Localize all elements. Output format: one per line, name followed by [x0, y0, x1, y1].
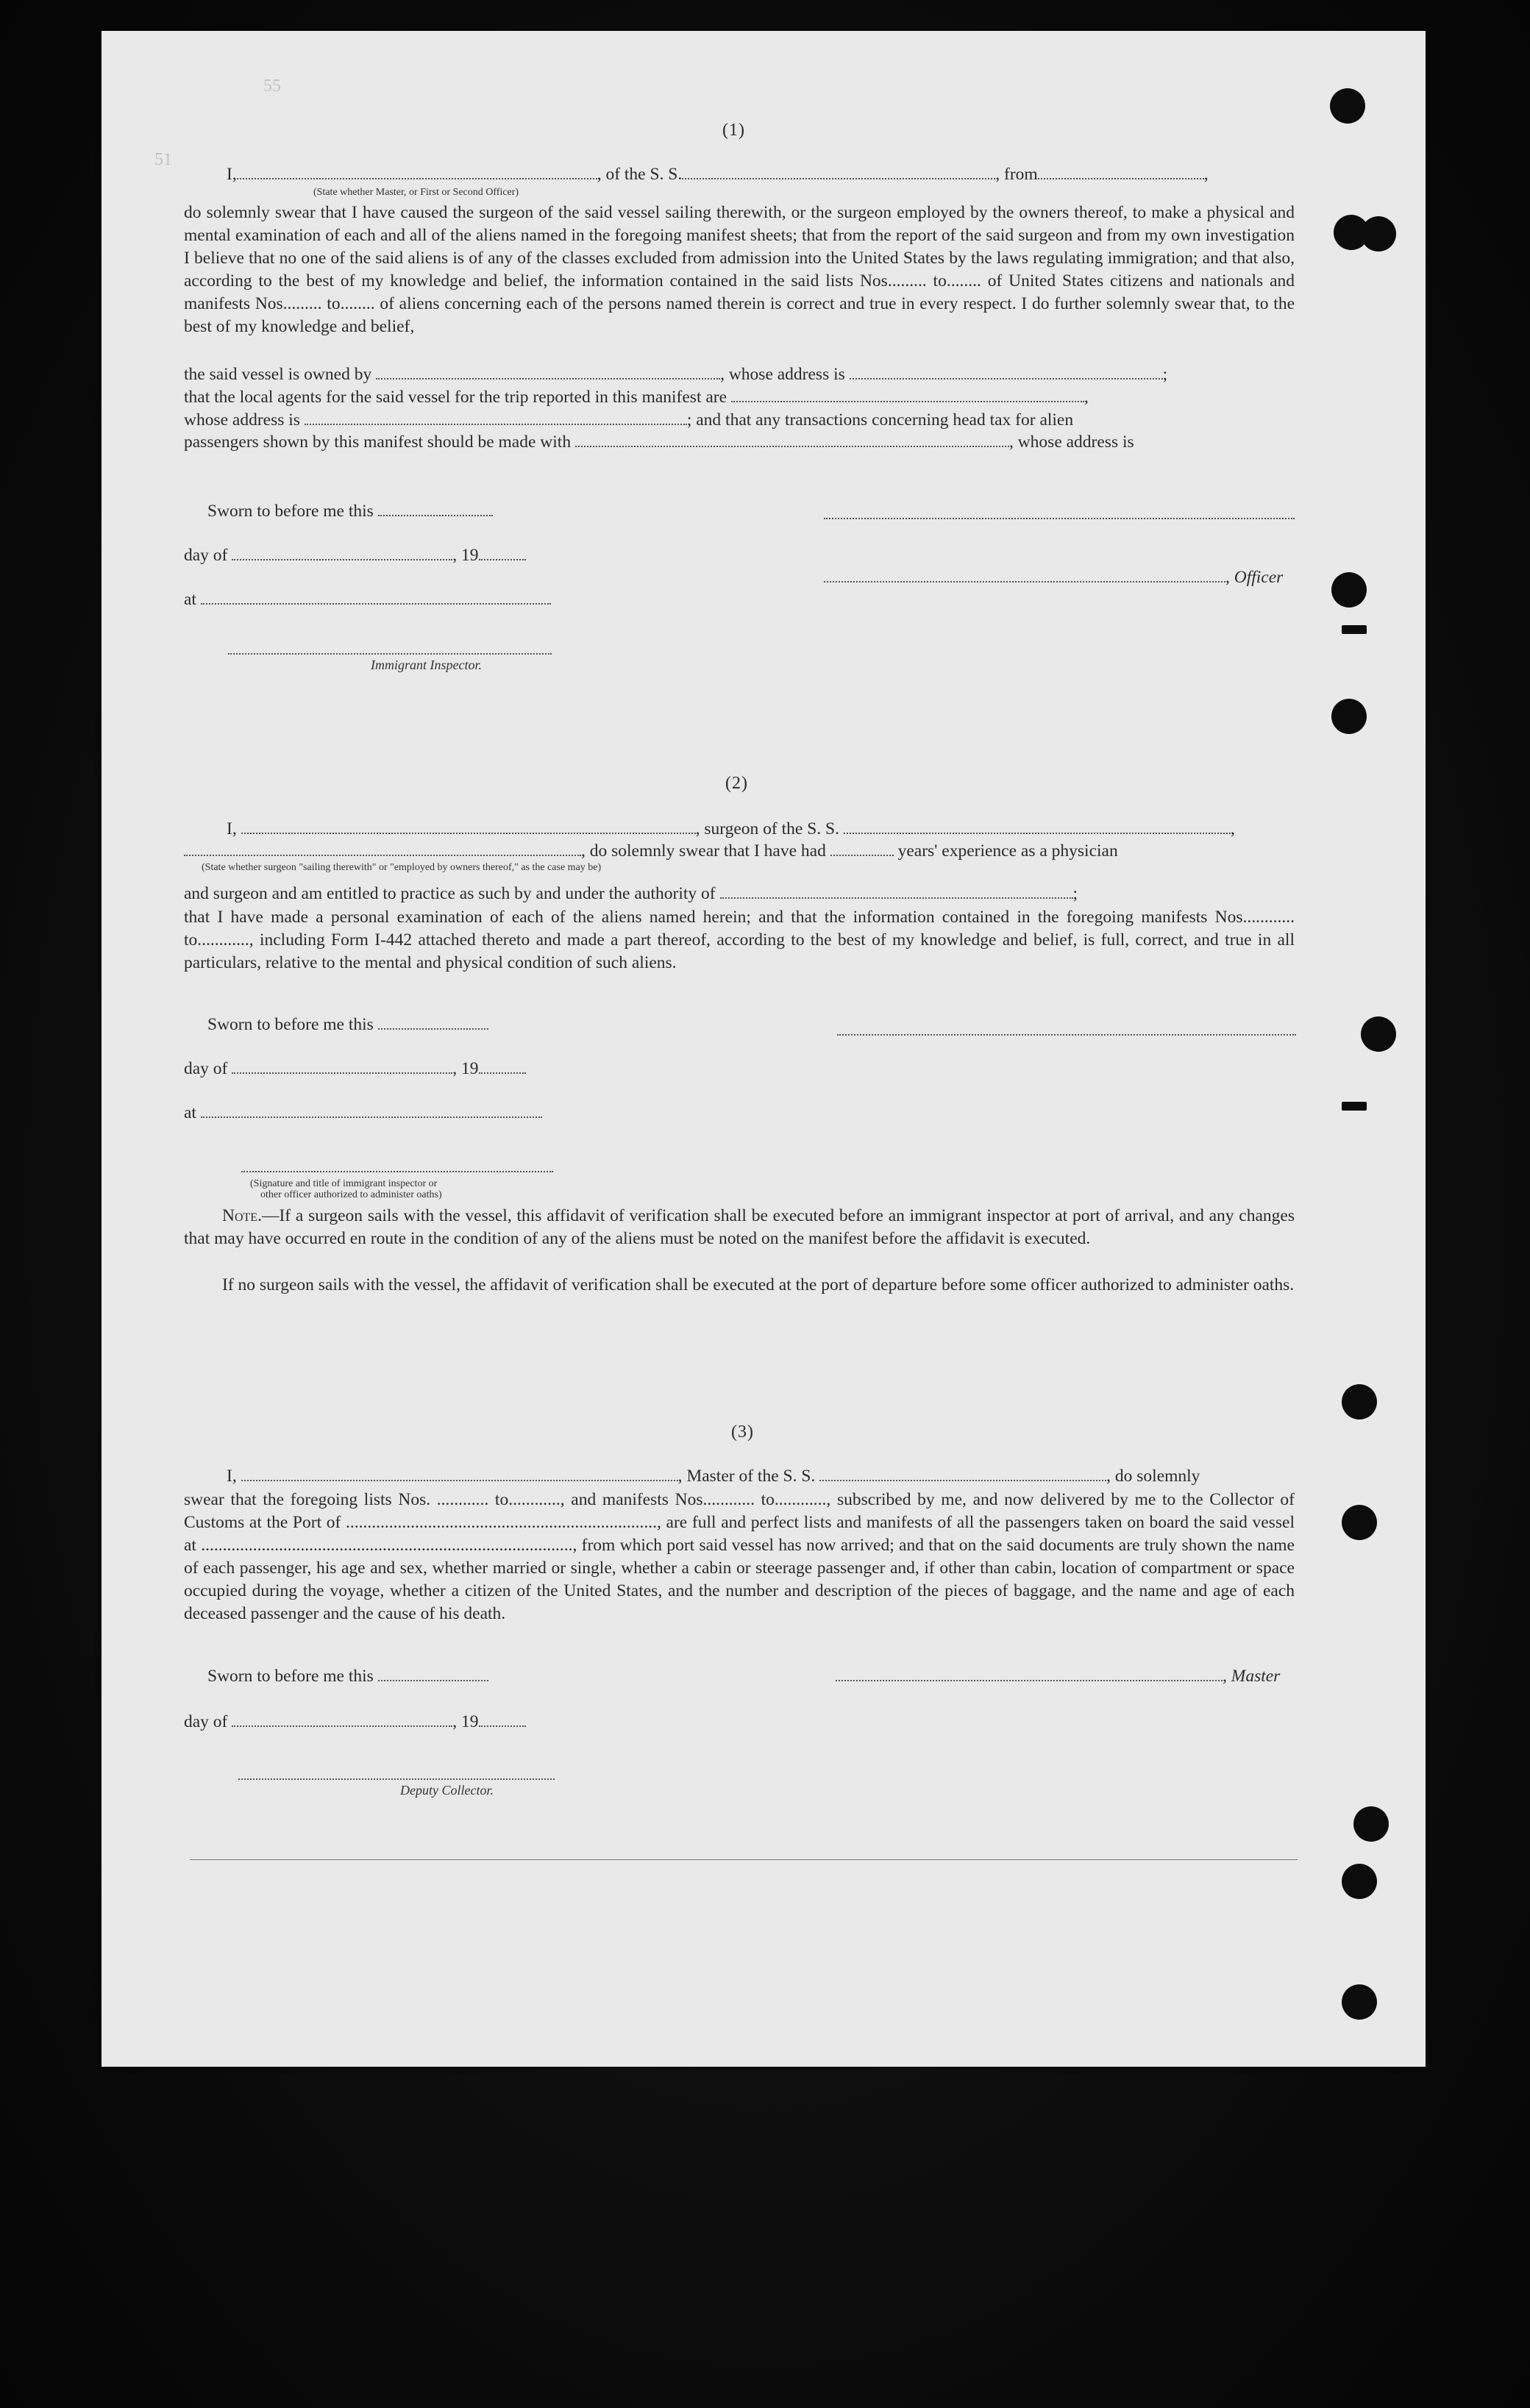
s2-at: at: [184, 1103, 542, 1123]
margin-number-top: 55: [263, 76, 281, 96]
s1-day: day of , 19: [184, 546, 526, 566]
s3-day: day of , 19: [184, 1712, 526, 1732]
punch-hole: [1342, 1864, 1377, 1899]
s2-body: that I have made a personal examination of each of the aliens named herein; and that the information contained in the foregoing manifests Nos............ to............, including Form I-442 attached thereto and made a part thereof, according to the best of my knowledge and belief, is full, correct, and true in all particulars, relative to the mental and physical condition of such aliens.: [184, 908, 1295, 972]
s2-sig-caption-2: other officer authorized to administer oaths): [260, 1189, 442, 1200]
s3-master-line: , Master: [836, 1667, 1280, 1686]
s2-day: day of , 19: [184, 1059, 526, 1079]
punch-hole: [1330, 88, 1365, 124]
label-from: , from: [995, 165, 1038, 184]
section-number-3: (3): [731, 1422, 754, 1442]
section-number-2: (2): [725, 774, 748, 793]
s3-sworn: Sworn to before me this: [207, 1667, 488, 1686]
s1-at: at: [184, 590, 551, 610]
bottom-rule: [190, 1859, 1298, 1860]
s1-agents-line: that the local agents for the said vessel for the trip reported in this manifest are ,: [184, 388, 1089, 407]
punch-hole: [1342, 1505, 1377, 1540]
s1-sworn: Sworn to before me this: [207, 502, 493, 521]
s1-caption: (State whether Master, or First or Second Officer): [313, 187, 519, 198]
section-number-1: (1): [722, 121, 745, 140]
binding-tab: [1342, 625, 1367, 634]
s3-deputy: Deputy Collector.: [400, 1783, 494, 1798]
margin-number: 51: [154, 150, 172, 169]
s3-line1: I, , Master of the S. S. , do solemnly: [227, 1467, 1200, 1486]
label-of-ss: , of the S. S.: [597, 165, 683, 184]
s2-sworn: Sworn to before me this: [207, 1015, 488, 1035]
signature-line: [824, 518, 1295, 519]
s1-agents-addr-line: whose address is ; and that any transactions concerning head tax for alien: [184, 410, 1074, 430]
label-i: I,: [227, 165, 237, 184]
s3-body: swear that the foregoing lists Nos. ............ to............, and manifests Nos............ to............, subscribed by me, and now delivered by me to the Collector of Customs at the Port of ........................................................................, are full and perfect lists and manifests of all the passengers taken on board the said vessel at ......................................................................................, from which port said vessel has now arrived; and that on the said documents are truly shown the name of each passenger, his age and sex, whether married or single, whether a cabin or steerage passenger and, if other than cabin, location of compartment or space occupied during the voyage, whether a citizen of the United States, and the number and description of the pieces of baggage, and the name and age of each deceased passenger and the cause of his death.: [184, 1490, 1295, 1623]
punch-hole: [1361, 216, 1396, 252]
punch-hole: [1342, 1984, 1377, 2020]
s1-passengers-line: passengers shown by this manifest should be made with , whose address is: [184, 432, 1134, 452]
s2-caption: (State whether surgeon "sailing therewith" or "employed by owners thereof," as the case may be): [202, 862, 602, 873]
punch-hole: [1353, 1806, 1389, 1842]
punch-hole: [1361, 1016, 1396, 1052]
s1-officer-line: , Officer: [824, 568, 1283, 588]
s1-owned-line: the said vessel is owned by , whose address is ;: [184, 365, 1168, 384]
s1-inspector: Immigrant Inspector.: [371, 658, 482, 672]
document-page: [102, 31, 1426, 2067]
punch-hole: [1331, 699, 1367, 734]
s2-note2: If no surgeon sails with the vessel, the affidavit of verification shall be executed at the port of departure before some officer authorized to administer oaths.: [222, 1275, 1295, 1294]
punch-hole: [1331, 572, 1367, 608]
punch-hole: [1342, 1384, 1377, 1419]
inspector-signature-line: [228, 653, 552, 655]
s2-line1: I, , surgeon of the S. S. ,: [227, 819, 1235, 838]
s2-line2: , do solemnly swear that I have had years' experience as a physician: [184, 841, 1118, 861]
s1-body: do solemnly swear that I have caused the surgeon of the said vessel sailing therewith, or the surgeon employed by the owners thereof, to make a physical and mental examination of each and all of the aliens named in the foregoing manifest sheets; that from the report of the said surgeon and from my own investigation I believe that no one of the said aliens is of any of the classes excluded from admission into the United States by the laws regulating immigration; and that also, according to the best of my knowledge and belief, the information contained in the said lists Nos......... to........ of United States citizens and nationals and manifests Nos......... to........ of aliens concerning each of the persons named therein is correct and true in every respect. I do further solemnly swear that, to the best of my knowledge and belief,: [184, 203, 1295, 336]
signature-line: [837, 1034, 1296, 1036]
inspector-signature-line: [241, 1171, 553, 1172]
deputy-signature-line: [238, 1778, 555, 1780]
binding-tab: [1342, 1102, 1367, 1111]
s2-sig-caption-1: (Signature and title of immigrant inspector or: [250, 1178, 438, 1189]
s1-line1: I, , of the S. S. , from ,: [227, 165, 1209, 184]
s2-note: Note.—If a surgeon sails with the vessel, this affidavit of verification shall be executed before an immigrant inspector at port of arrival, and any changes that may have occurred en route in the condition of any of the aliens must be noted on the manifest before the affidavit is executed.: [184, 1206, 1295, 1248]
s2-line3: and surgeon and am entitled to practice as such by and under the authority of ;: [184, 884, 1078, 903]
